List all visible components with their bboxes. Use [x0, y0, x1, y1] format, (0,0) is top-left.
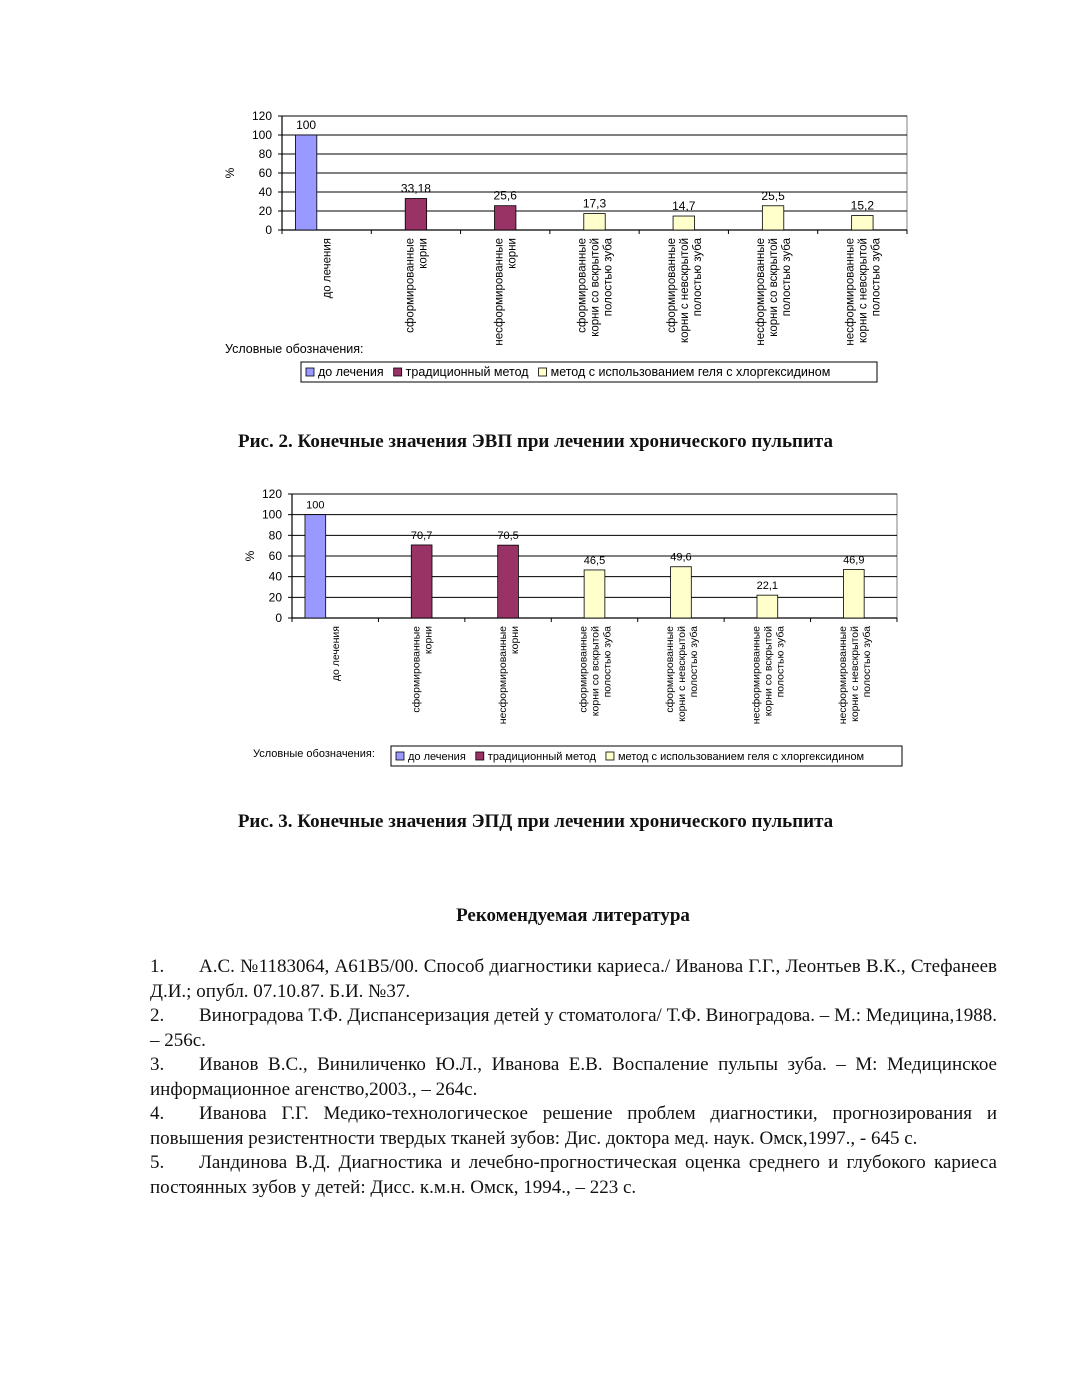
- category-label: корни с невскрытой: [678, 238, 691, 343]
- bar-value-label: 25,5: [761, 188, 785, 203]
- category-label: корни со вскрытой: [589, 626, 602, 717]
- bar: [411, 545, 432, 618]
- legend-entry: метод с использованием геля с хлоргексидином: [617, 751, 865, 763]
- bar-value-label: 70,7: [410, 529, 433, 542]
- references-heading: Рекомендуемая литература: [456, 905, 690, 926]
- reference-text: Ландинова В.Д. Диагностика и лечебно-прогностическая оценка среднего и глубокого кариеса постоянных зубов у детей: Дисс. к.м.н. Омск, 1994., – 223 с.: [150, 1152, 997, 1198]
- category-label: до лечения: [330, 626, 343, 682]
- bar-value-label: 70,5: [497, 530, 519, 543]
- bar: [673, 216, 694, 230]
- category-label: сформированные: [576, 238, 589, 333]
- legend-entry: традиционный метод: [405, 365, 529, 379]
- category-label: несформированные: [750, 626, 763, 725]
- y-tick-label: 60: [268, 549, 282, 563]
- y-tick-label: 80: [258, 147, 272, 161]
- legend-swatch: [306, 368, 314, 376]
- category-label: полостью зуба: [691, 238, 704, 317]
- category-label: корни с невскрытой: [848, 626, 861, 722]
- y-tick-label: 0: [265, 223, 272, 237]
- category-label: корни со вскрытой: [768, 238, 781, 337]
- bar: [757, 595, 778, 618]
- legend-title: Условные обозначения:: [225, 342, 364, 356]
- category-label: несформированные: [755, 238, 768, 346]
- category-label: полостью зуба: [687, 626, 700, 698]
- reference-number: 5.: [150, 1152, 165, 1173]
- reference-text: А.С. №1183064, А61В5/00. Способ диагностики кариеса./ Иванова Г.Г., Леонтьев В.К., Стефанеев Д.И.; опубл. 07.10.87. Б.И. №37.: [150, 956, 997, 1002]
- category-label: корни: [417, 238, 430, 269]
- bar: [762, 206, 783, 230]
- bar: [295, 135, 316, 230]
- figure-caption-2: Рис. 2. Конечные значения ЭВП при лечении хронического пульпита: [238, 431, 833, 452]
- chart-evp-svg: [0, 100, 1071, 390]
- legend-entry: до лечения: [408, 751, 466, 763]
- y-tick-label: 60: [258, 166, 272, 180]
- bar: [305, 515, 326, 618]
- y-tick-label: 120: [261, 487, 282, 501]
- category-label: полостью зуба: [860, 626, 873, 698]
- category-label: корни со вскрытой: [762, 626, 775, 717]
- y-tick-label: 100: [251, 128, 272, 142]
- bar: [405, 198, 426, 230]
- category-label: полостью зуба: [870, 238, 883, 317]
- legend-entry: метод с использованием геля с хлоргексидином: [550, 365, 831, 379]
- y-tick-label: 0: [275, 611, 282, 625]
- category-label: несформированные: [493, 238, 506, 346]
- bar-value-label: 17,3: [582, 196, 607, 211]
- figure-caption-3: Рис. 3. Конечные значения ЭПД при лечении хронического пульпита: [237, 811, 834, 832]
- bar-value-label: 46,5: [583, 554, 606, 567]
- category-label: полостью зуба: [602, 238, 615, 317]
- y-tick-label: 40: [268, 569, 282, 584]
- reference-item: [150, 1004, 997, 1053]
- references-list: [150, 955, 997, 1200]
- chart-epd: [0, 480, 1071, 770]
- bar-value-label: 100: [306, 499, 325, 512]
- chart-evp: [0, 100, 1071, 390]
- bar: [495, 206, 516, 230]
- y-tick-label: 40: [258, 185, 272, 199]
- legend-swatch: [606, 752, 614, 760]
- reference-item: [150, 955, 997, 1004]
- category-label: сформированные: [410, 626, 423, 713]
- y-tick-label: 20: [258, 204, 272, 218]
- bar: [671, 567, 692, 618]
- category-label: корни со вскрытой: [589, 238, 602, 337]
- category-label: несформированные: [836, 626, 849, 725]
- reference-number: 2.: [150, 1005, 165, 1026]
- y-axis-label: %: [223, 167, 237, 179]
- bar-value-label: 49,6: [670, 551, 692, 564]
- category-label: корни с невскрытой: [675, 626, 688, 722]
- y-tick-label: 20: [268, 590, 282, 605]
- category-label: корни: [506, 238, 519, 269]
- category-label: корни: [509, 626, 522, 655]
- category-label: несформированные: [497, 626, 510, 725]
- bar: [498, 545, 519, 618]
- legend-swatch: [394, 368, 402, 376]
- legend-swatch: [539, 368, 547, 376]
- reference-item: [150, 1102, 997, 1151]
- bar-value-label: 100: [296, 118, 317, 132]
- category-label: полостью зуба: [774, 626, 787, 698]
- bar: [584, 214, 605, 230]
- legend-swatch: [476, 752, 484, 760]
- legend-swatch: [396, 752, 404, 760]
- reference-text: Иванова Г.Г. Медико-технологическое решение проблем диагностики, прогнозирования и повышения резистентности твердых тканей зубов: Дис. доктора мед. наук. Омск,1997., - 645 с.: [150, 1103, 997, 1149]
- reference-number: 1.: [150, 956, 165, 977]
- reference-item: [150, 1151, 997, 1200]
- reference-item: [150, 1053, 997, 1102]
- bar: [584, 570, 605, 618]
- bar-value-label: 15,2: [850, 198, 875, 213]
- bar: [852, 216, 873, 230]
- bar-value-label: 22,1: [756, 580, 779, 593]
- bar-value-label: 46,9: [843, 554, 865, 567]
- reference-text: Иванов В.С., Виниличенко Ю.Л., Иванова Е.В. Воспаление пульпы зуба. – М: Медицинское информационное агенство,2003., – 264с.: [150, 1054, 997, 1100]
- category-label: сформированные: [665, 238, 678, 333]
- legend-title: Условные обозначения:: [253, 748, 375, 760]
- category-label: полостью зуба: [781, 238, 794, 317]
- category-label: сформированные: [663, 626, 676, 713]
- legend-entry: традиционный метод: [487, 751, 596, 763]
- category-label: сформированные: [404, 238, 417, 333]
- bar-value-label: 14,7: [672, 199, 696, 214]
- bar-value-label: 25,6: [493, 188, 517, 203]
- bar-value-label: 33,18: [400, 181, 431, 196]
- legend-entry: до лечения: [318, 365, 384, 379]
- category-label: полостью зуба: [601, 626, 614, 698]
- category-label: сформированные: [577, 626, 590, 713]
- y-tick-label: 80: [268, 528, 282, 543]
- category-label: до лечения: [321, 238, 334, 299]
- category-label: корни с невскрытой: [857, 238, 870, 343]
- y-tick-label: 120: [251, 109, 272, 123]
- reference-number: 3.: [150, 1054, 165, 1075]
- reference-number: 4.: [150, 1103, 165, 1124]
- chart-epd-svg: [0, 480, 1071, 770]
- y-tick-label: 100: [261, 507, 282, 522]
- reference-text: Виноградова Т.Ф. Диспансеризация детей у стоматолога/ Т.Ф. Виноградова. – М.: Медицина,1988. – 256с.: [150, 1005, 997, 1051]
- bar: [843, 570, 864, 618]
- y-axis-label: %: [243, 550, 257, 562]
- category-label: корни: [422, 626, 435, 655]
- category-label: несформированные: [844, 238, 857, 346]
